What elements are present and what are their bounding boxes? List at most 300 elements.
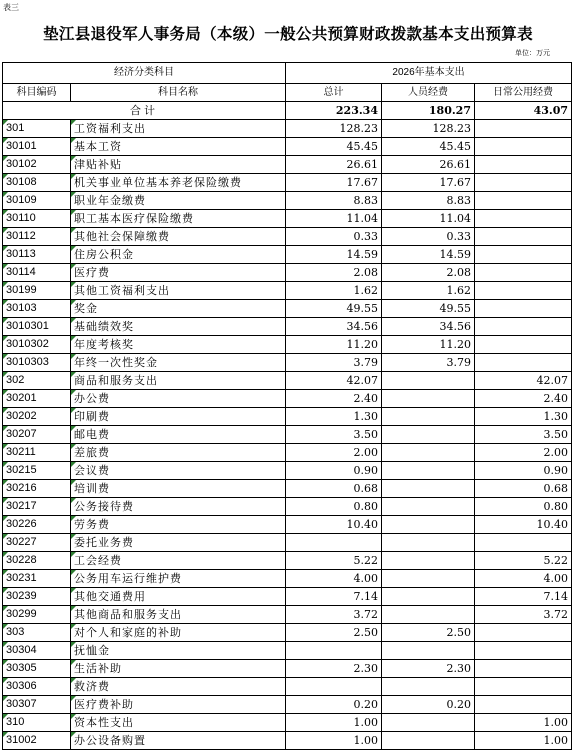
row-code [3,570,71,588]
row-total [286,534,382,552]
table-row [3,138,572,156]
page-title: 垫江县退役军人事务局（本级）一般公共预算财政拨款基本支出预算表 [43,25,533,43]
row-name-text: 委托业务费 [74,536,134,549]
row-public [475,120,572,138]
row-name [71,480,286,498]
table-row [3,156,572,174]
cell-marker-icon [71,426,76,431]
row-personnel-text: 11.04 [439,212,471,225]
row-name [71,642,286,660]
row-name [71,246,286,264]
row-personnel-text: 1.62 [446,284,471,297]
row-personnel [382,642,475,660]
cell-marker-icon [71,660,76,665]
row-name-text: 抚恤金 [74,644,110,657]
row-name-text: 职工基本医疗保险缴费 [74,212,194,225]
row-code [3,138,71,156]
row-total [286,498,382,516]
table-row [3,534,572,552]
row-name-text: 公务用车运行维护费 [74,572,182,585]
row-total-text: 42.07 [346,374,378,387]
row-name [71,264,286,282]
row-name-text: 资本性支出 [74,716,134,729]
row-personnel-text: 11.20 [439,338,471,351]
cell-marker-icon [3,678,8,683]
row-name [71,192,286,210]
row-total-text: 5.22 [353,554,378,567]
cell-marker-icon [71,318,76,323]
row-code-text: 30110 [6,212,36,224]
cell-marker-icon [71,138,76,143]
table-row [3,462,572,480]
row-code [3,480,71,498]
row-code-text: 30216 [6,482,37,494]
row-code-text: 302 [6,374,25,386]
row-personnel [382,534,475,552]
row-name-text: 公务接待费 [74,500,134,513]
row-code [3,606,71,624]
row-code-text: 30102 [6,158,37,170]
row-code [3,642,71,660]
row-code [3,516,71,534]
row-total [286,174,382,192]
row-total-text: 7.14 [353,590,378,603]
cell-marker-icon [71,732,76,737]
table-row [3,120,572,138]
row-personnel-text: 34.56 [439,320,471,333]
row-code [3,660,71,678]
row-total-text: 26.61 [346,158,378,171]
table-row [3,426,572,444]
row-name [71,534,286,552]
row-name [71,678,286,696]
row-public-text: 10.40 [536,518,569,531]
header-name: 科目名称 [71,84,286,102]
row-name [71,156,286,174]
row-code [3,696,71,714]
row-total [286,642,382,660]
row-code-text: 30215 [6,464,37,476]
row-total [286,588,382,606]
row-total [286,390,382,408]
row-name [71,714,286,732]
row-public [475,246,572,264]
row-total-text: 3.50 [353,428,378,441]
row-code [3,462,71,480]
row-code-text: 30207 [6,428,37,440]
row-personnel [382,426,475,444]
cell-marker-icon [71,714,76,719]
row-personnel-text: 0.33 [446,230,471,243]
row-name [71,408,286,426]
cell-marker-icon [3,534,8,539]
budget-table [2,62,572,750]
sheet-label: 表三 [3,3,19,12]
row-name-text: 机关事业单位基本养老保险缴费 [74,176,242,189]
header-basic-expenditure: 2026年基本支出 [286,63,572,84]
row-personnel [382,174,475,192]
row-personnel-text: 0.20 [446,698,471,711]
row-total [286,192,382,210]
header-public: 日常公用经费 [475,84,572,102]
row-code-text: 30227 [6,536,37,548]
row-name [71,696,286,714]
row-public-text: 2.00 [543,446,569,459]
row-code [3,588,71,606]
row-name-text: 其他工资福利支出 [74,284,170,297]
row-code [3,282,71,300]
row-personnel [382,570,475,588]
row-code-text: 30211 [6,446,36,458]
row-total [286,606,382,624]
table-row [3,390,572,408]
row-public-text: 0.68 [543,482,569,495]
row-total-text: 0.33 [353,230,378,243]
row-public [475,192,572,210]
row-name [71,606,286,624]
table-row [3,678,572,696]
table-row [3,480,572,498]
row-code [3,318,71,336]
table-row [3,732,572,750]
cell-marker-icon [71,336,76,341]
row-code [3,498,71,516]
cell-marker-icon [3,606,8,611]
row-name-text: 对个人和家庭的补助 [74,626,182,639]
cell-marker-icon [71,480,76,485]
row-name [71,732,286,750]
row-name-text: 办公设备购置 [74,734,146,747]
row-total [286,624,382,642]
row-name [71,210,286,228]
row-personnel [382,192,475,210]
row-total-text: 2.40 [353,392,378,405]
table-row [3,318,572,336]
row-name [71,498,286,516]
row-public-text: 5.22 [543,554,569,567]
row-code [3,246,71,264]
row-public [475,516,572,534]
cell-marker-icon [71,516,76,521]
table-row [3,336,572,354]
row-name [71,462,286,480]
table-row [3,174,572,192]
header-total: 总计 [286,84,382,102]
row-total [286,480,382,498]
row-public [475,336,572,354]
row-total [286,354,382,372]
row-personnel [382,156,475,174]
row-name [71,588,286,606]
cell-marker-icon [71,156,76,161]
row-public-text: 0.80 [543,500,569,513]
row-total [286,264,382,282]
row-personnel [382,300,475,318]
row-code [3,210,71,228]
row-public [475,588,572,606]
row-code-text: 30108 [6,176,37,188]
row-name-text: 其他交通费用 [74,590,146,603]
cell-marker-icon [3,282,8,287]
row-personnel-text: 49.55 [439,302,471,315]
row-personnel [382,732,475,750]
row-code [3,174,71,192]
row-personnel [382,624,475,642]
row-personnel [382,120,475,138]
row-total [286,714,382,732]
row-code [3,120,71,138]
cell-marker-icon [3,246,8,251]
row-code [3,408,71,426]
header-economic-category: 经济分类科目 [3,63,286,84]
row-code-text: 30299 [6,608,37,620]
row-personnel [382,714,475,732]
cell-marker-icon [71,228,76,233]
cell-marker-icon [71,444,76,449]
row-total-text: 0.68 [353,482,378,495]
row-code-text: 30307 [6,698,37,710]
row-total [286,678,382,696]
cell-marker-icon [3,552,8,557]
cell-marker-icon [71,534,76,539]
row-name-text: 基础绩效奖 [74,320,134,333]
table-row [3,246,572,264]
row-public [475,138,572,156]
row-total [286,516,382,534]
total-row [3,102,572,120]
row-total [286,570,382,588]
row-public [475,300,572,318]
table-row [3,192,572,210]
cell-marker-icon [3,336,8,341]
row-total [286,318,382,336]
table-row [3,696,572,714]
row-code [3,678,71,696]
row-public [475,642,572,660]
row-name-text: 年终一次性奖金 [74,356,158,369]
row-public [475,678,572,696]
cell-marker-icon [3,444,8,449]
row-public-text: 1.00 [543,716,569,729]
table-row [3,570,572,588]
row-name-text: 劳务费 [74,518,110,531]
cell-marker-icon [3,498,8,503]
row-total [286,444,382,462]
row-total [286,138,382,156]
row-code [3,228,71,246]
row-name [71,552,286,570]
row-public [475,462,572,480]
row-name [71,138,286,156]
table-row [3,264,572,282]
row-public-text: 3.72 [543,608,569,621]
row-code-text: 30231 [6,572,37,584]
table-row [3,606,572,624]
row-code [3,552,71,570]
row-total-text: 2.50 [353,626,378,639]
row-code-text: 30101 [6,140,37,152]
cell-marker-icon [71,696,76,701]
row-code-text: 30304 [6,644,37,656]
row-total [286,426,382,444]
row-public [475,498,572,516]
cell-marker-icon [3,642,8,647]
row-personnel [382,408,475,426]
row-public [475,408,572,426]
row-personnel [382,372,475,390]
row-total-text: 8.83 [353,194,378,207]
row-public [475,354,572,372]
row-public [475,426,572,444]
table-row [3,354,572,372]
table-row [3,516,572,534]
cell-marker-icon [3,300,8,305]
row-personnel [382,678,475,696]
row-total-text: 0.80 [353,500,378,513]
row-code [3,192,71,210]
row-name [71,336,286,354]
cell-marker-icon [3,372,8,377]
cell-marker-icon [71,624,76,629]
row-personnel-text: 26.61 [439,158,471,171]
row-personnel [382,660,475,678]
cell-marker-icon [71,300,76,305]
cell-marker-icon [71,192,76,197]
row-personnel [382,354,475,372]
cell-marker-icon [71,372,76,377]
row-public-text: 4.00 [543,572,569,585]
row-code [3,264,71,282]
cell-marker-icon [3,210,8,215]
cell-marker-icon [3,660,8,665]
row-name-text: 基本工资 [74,140,122,153]
cell-marker-icon [3,192,8,197]
cell-marker-icon [71,390,76,395]
row-total-text: 1.00 [353,716,378,729]
row-public [475,480,572,498]
row-code-text: 30113 [6,248,36,260]
cell-marker-icon [3,390,8,395]
row-code-text: 30217 [6,500,37,512]
row-code [3,354,71,372]
row-total-text: 2.00 [353,446,378,459]
row-total-text: 17.67 [346,176,378,189]
row-name [71,354,286,372]
row-personnel [382,552,475,570]
row-name-text: 培训费 [74,482,110,495]
row-name [71,516,286,534]
cell-marker-icon [3,714,8,719]
cell-marker-icon [71,606,76,611]
table-row [3,642,572,660]
cell-marker-icon [3,588,8,593]
row-public [475,228,572,246]
total-label: 合计 [3,102,286,120]
row-code [3,534,71,552]
row-name [71,444,286,462]
cell-marker-icon [71,588,76,593]
row-personnel [382,210,475,228]
row-name-text: 邮电费 [74,428,110,441]
row-public [475,282,572,300]
row-code [3,300,71,318]
row-name-text: 生活补助 [74,662,122,675]
row-personnel-text: 45.45 [439,140,471,153]
cell-marker-icon [71,552,76,557]
row-total-text: 3.79 [353,356,378,369]
row-total-text: 45.45 [346,140,378,153]
row-personnel [382,480,475,498]
row-public-text: 1.30 [543,410,569,423]
row-code [3,732,71,750]
row-public [475,660,572,678]
cell-marker-icon [3,318,8,323]
row-personnel-text: 14.59 [439,248,471,261]
cell-marker-icon [3,624,8,629]
row-public-text: 42.07 [536,374,569,387]
row-name-text: 其他商品和服务支出 [74,608,182,621]
unit-label: 单位：万元 [515,49,550,57]
table-row [3,588,572,606]
row-public [475,570,572,588]
row-code-text: 30109 [6,194,37,206]
row-total-text: 3.72 [353,608,378,621]
row-name-text: 办公费 [74,392,110,405]
row-code [3,714,71,732]
header-column-row [3,84,572,102]
cell-marker-icon [71,642,76,647]
row-code-text: 31002 [6,734,37,746]
cell-marker-icon [3,516,8,521]
row-name-text: 职业年金缴费 [74,194,146,207]
row-total-text: 2.08 [353,266,378,279]
cell-marker-icon [3,570,8,575]
row-name [71,318,286,336]
cell-marker-icon [71,120,76,125]
row-name-text: 年度考核奖 [74,338,134,351]
row-total [286,372,382,390]
cell-marker-icon [3,228,8,233]
row-public [475,318,572,336]
total-personnel: 180.27 [382,102,475,120]
row-public [475,372,572,390]
row-total-text: 34.56 [346,320,378,333]
row-code-text: 30239 [6,590,37,602]
row-public [475,210,572,228]
row-name-text: 会议费 [74,464,110,477]
row-public-text: 0.90 [543,464,569,477]
row-code-text: 30306 [6,680,37,692]
row-personnel [382,516,475,534]
row-name-text: 津贴补贴 [74,158,122,171]
row-total-text: 2.30 [353,662,378,675]
row-name [71,282,286,300]
row-code-text: 3010302 [6,338,49,350]
row-public [475,390,572,408]
table-row [3,624,572,642]
cell-marker-icon [3,696,8,701]
row-personnel-text: 2.50 [446,626,471,639]
cell-marker-icon [71,246,76,251]
row-personnel [382,228,475,246]
row-personnel-text: 128.23 [432,122,471,135]
header-personnel: 人员经费 [382,84,475,102]
row-name-text: 工资福利支出 [74,122,146,135]
row-personnel-text: 2.30 [446,662,471,675]
cell-marker-icon [71,264,76,269]
row-public [475,624,572,642]
row-public-text: 1.00 [543,734,569,747]
